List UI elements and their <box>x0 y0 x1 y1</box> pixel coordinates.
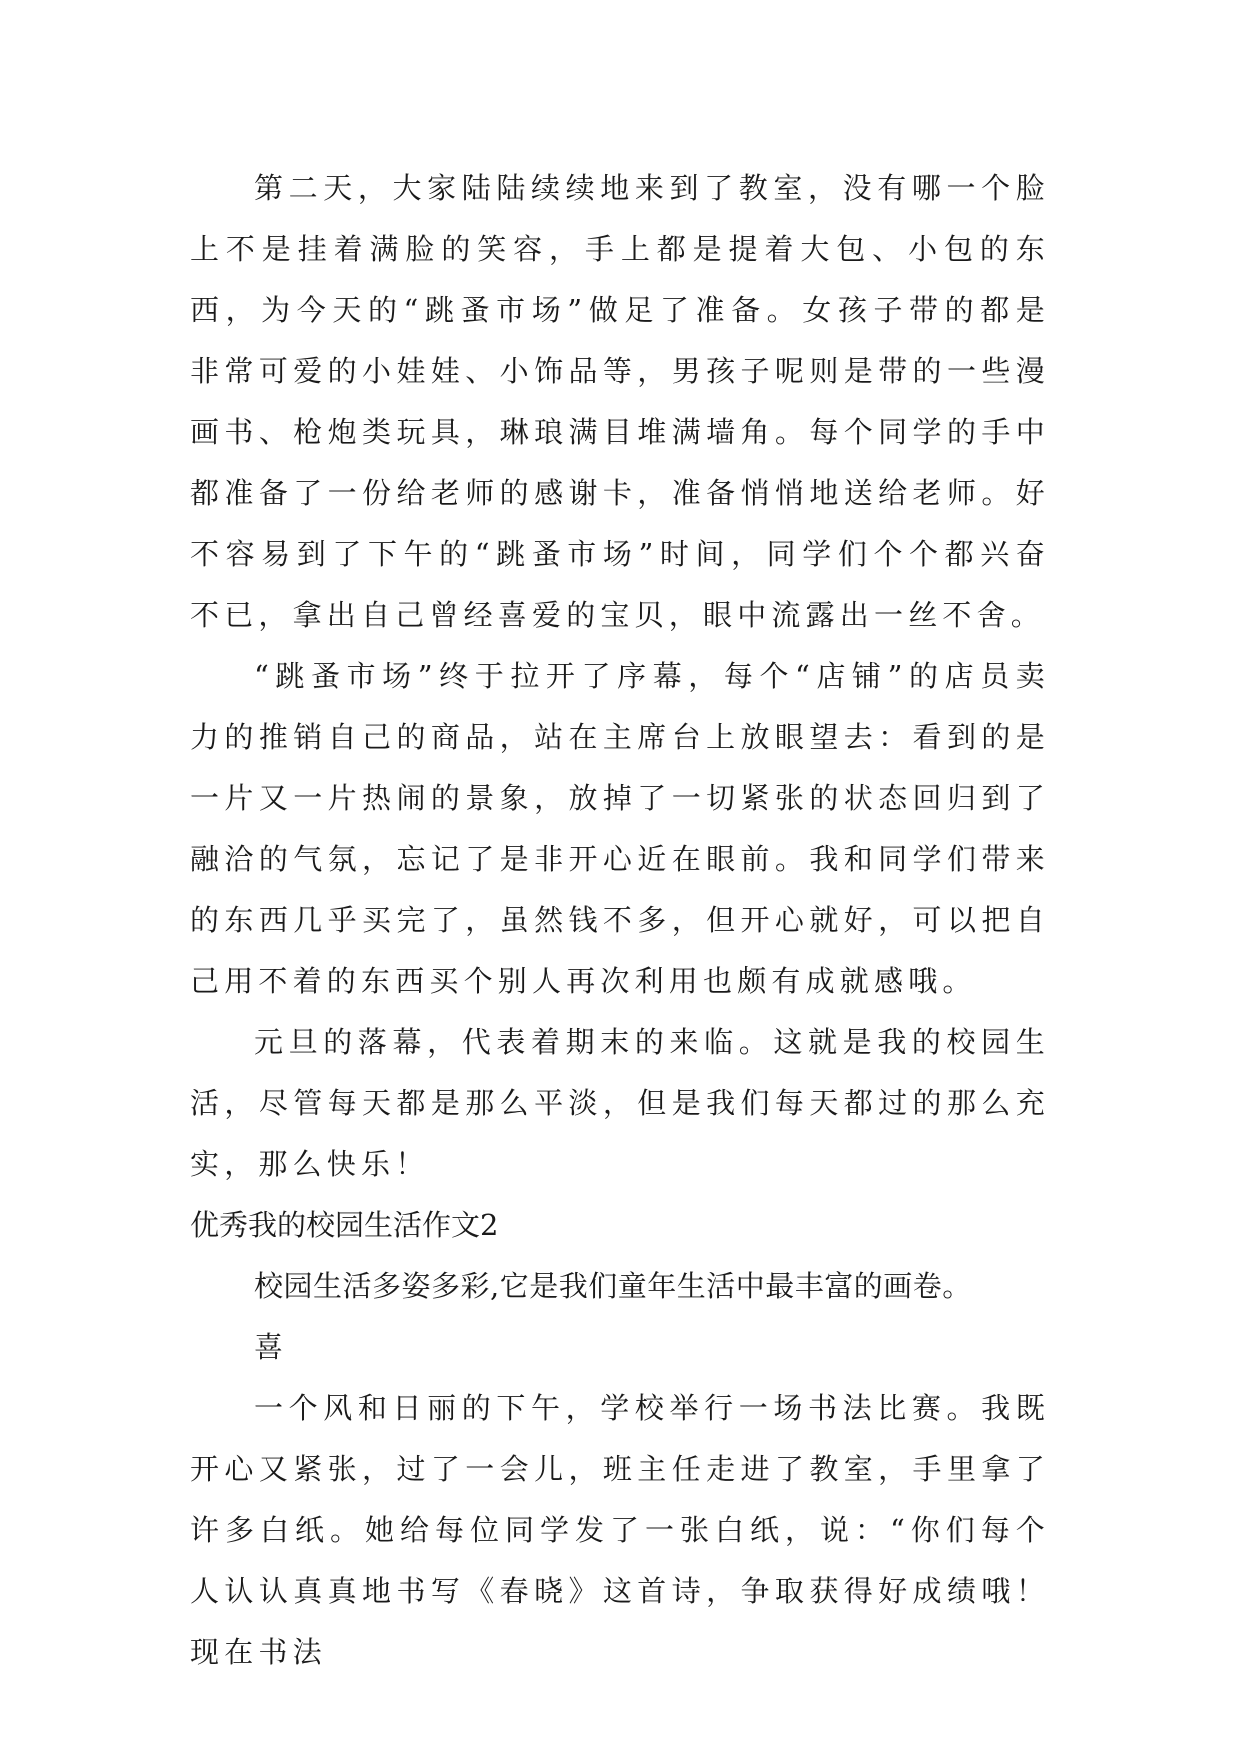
paragraph-calligraphy-contest: 一个风和日丽的下午，学校举行一场书法比赛。我既开心又紧张，过了一会儿，班主任走进了教室，手里拿了许多白纸。她给每位同学发了一张白纸，说：“你们每个人认认真真地书写《春晓》这首诗，争取获得好成绩哦！现在书法 <box>190 1391 1050 1669</box>
paragraph-flea-market-opening: “跳蚤市场”终于拉开了序幕，每个“店铺”的店员卖力的推销自己的商品，站在主席台上放眼望去：看到的是一片又一片热闹的景象，放掉了一切紧张的状态回归到了融洽的气氛，忘记了是非开心近在眼前。我和同学们带来的东西几乎买完了，虽然钱不多，但开心就好，可以把自己用不着的东西买个别人再次利用也颇有成就感哦。 <box>190 659 1050 998</box>
paragraph-new-year-ending: 元旦的落幕，代表着期末的来临。这就是我的校园生活，尽管每天都是那么平淡，但是我们每天都过的那么充实，那么快乐！ <box>190 1025 1050 1181</box>
intro-line: 校园生活多姿多彩,它是我们童年生活中最丰富的画卷。 <box>254 1269 972 1303</box>
essay-heading-2: 优秀我的校园生活作文2 <box>190 1208 499 1242</box>
paragraph-flea-market-prep: 第二天，大家陆陆续续地来到了教室，没有哪一个脸上不是挂着满脸的笑容，手上都是提着大包、小包的东西，为今天的“跳蚤市场”做足了准备。女孩子带的都是非常可爱的小娃娃、小饰品等，男孩子呢则是带的一些漫画书、枪炮类玩具，琳琅满目堆满墙角。每个同学的手中都准备了一份给老师的感谢卡，准备悄悄地送给老师。好不容易到了下午的“跳蚤市场”时间，同学们个个都兴奋不已，拿出自己曾经喜爱的宝贝，眼中流露出一丝不舍。 <box>190 171 1050 632</box>
essay-body <box>190 158 1050 1683</box>
intro-line-fragment: 喜 <box>254 1330 284 1364</box>
